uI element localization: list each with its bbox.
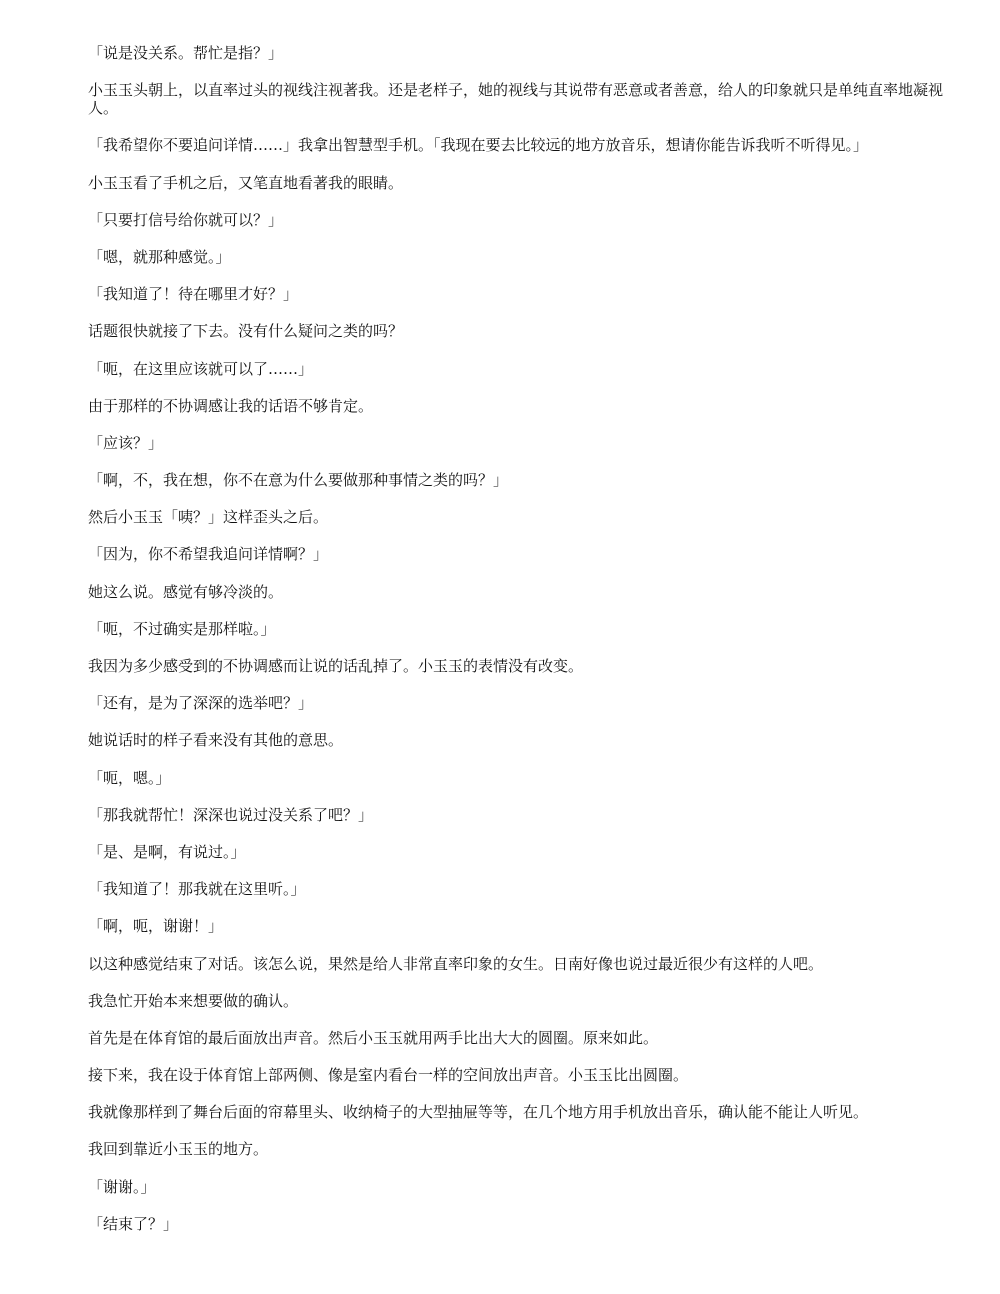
paragraph: 小玉玉头朝上，以直率过头的视线注视著我。还是老样子，她的视线与其说带有恶意或者善意，给人的印象就只是单纯直率地凝视人。 [88,81,944,118]
paragraph: 我就像那样到了舞台后面的帘幕里头、收纳椅子的大型抽屉等等，在几个地方用手机放出音乐，确认能不能让人听见。 [88,1103,869,1122]
paragraph: 小玉玉看了手机之后，又笔直地看著我的眼睛。 [88,173,404,192]
paragraph: 「谢谢。」 [88,1177,156,1196]
paragraph: 「我知道了！待在哪里才好？」 [88,285,299,304]
paragraph: 首先是在体育馆的最后面放出声音。然后小玉玉就用两手比出大大的圆圈。原来如此。 [88,1028,659,1047]
paragraph: 「我知道了！那我就在这里听。」 [88,880,306,899]
paragraph: 「呃，嗯。」 [88,768,171,787]
paragraph: 我急忙开始本来想要做的确认。 [88,991,299,1010]
paragraph: 以这种感觉结束了对话。该怎么说，果然是给人非常直率印象的女生。日南好像也说过最近很少有这样的人吧。 [88,954,824,973]
paragraph: 接下来，我在设于体育馆上部两侧、像是室内看台一样的空间放出声音。小玉玉比出圆圈。 [88,1066,689,1085]
paragraph: 我因为多少感受到的不协调感而让说的话乱掉了。小玉玉的表情没有改变。 [88,657,584,675]
paragraph: 我回到靠近小玉玉的地方。 [88,1140,269,1159]
document-page [88,44,948,1252]
paragraph: 她这么说。感觉有够冷淡的。 [88,582,284,601]
paragraph: 然后小玉玉「咦？」这样歪头之后。 [88,508,329,527]
paragraph: 「啊，不，我在想，你不在意为什么要做那种事情之类的吗？」 [88,471,509,490]
paragraph: 「呃，在这里应该就可以了……」 [88,359,314,378]
paragraph: 话题很快就接了下去。没有什么疑问之类的吗？ [88,322,404,341]
paragraph: 「啊，呃，谢谢！」 [88,917,224,936]
paragraph: 「是、是啊，有说过。」 [88,842,246,861]
paragraph: 她说话时的样子看来没有其他的意思。 [88,731,344,750]
paragraph: 「说是没关系。帮忙是指？」 [88,44,284,62]
paragraph: 「那我就帮忙！深深也说过没关系了吧？」 [88,805,374,824]
paragraph: 「呃，不过确实是那样啦。」 [88,619,276,638]
paragraph: 「只要打信号给你就可以？」 [88,210,284,229]
paragraph: 由于那样的不协调感让我的话语不够肯定。 [88,396,374,415]
paragraph: 「结束了？」 [88,1214,179,1233]
paragraph: 「我希望你不要追问详情……」我拿出智慧型手机。「我现在要去比较远的地方放音乐，想请你能告诉我听不听得见。」 [88,136,869,155]
paragraph: 「还有，是为了深深的选举吧？」 [88,694,314,713]
paragraph: 「应该？」 [88,433,164,452]
paragraph: 「嗯，就那种感觉。」 [88,247,231,266]
paragraph: 「因为，你不希望我追问详情啊？」 [88,545,329,564]
